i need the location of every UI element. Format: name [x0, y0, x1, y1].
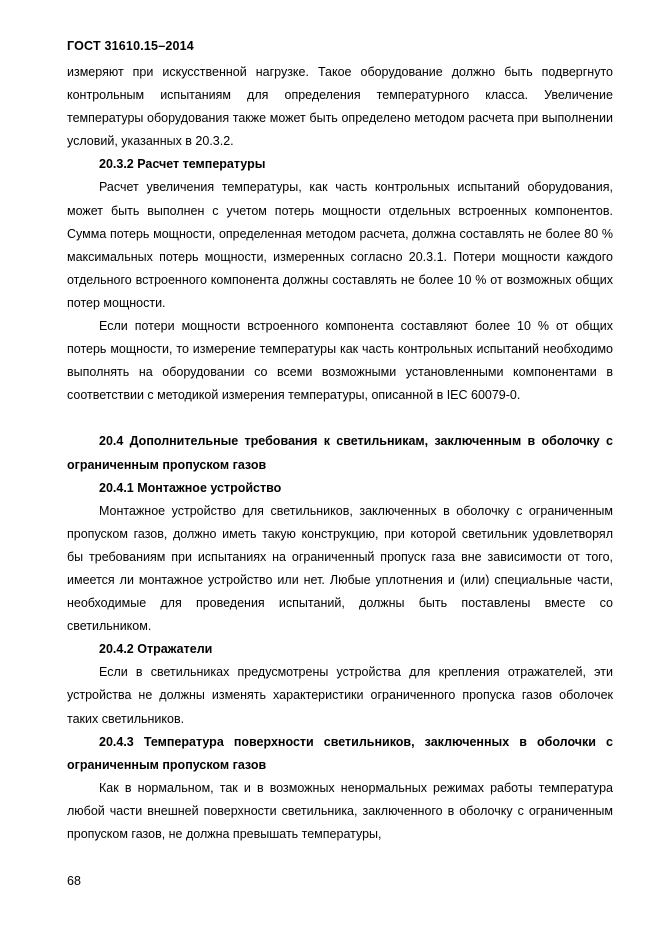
- paragraph-reflectors: Если в светильниках предусмотрены устройства для крепления отражателей, эти устройства не должны изменять характеристики ограниченного пропуска газов оболочек таких светильников.: [67, 665, 613, 726]
- document-code-header: ГОСТ 31610.15–2014: [67, 39, 194, 53]
- section-spacer: [67, 407, 613, 430]
- paragraph-continuation: измеряют при искусственной нагрузке. Такое оборудование должно быть подвергнуто контрольным испытаниям для определения температурного класса. Увеличение температуры оборудования также может быть определено методом расчета при выполнении условий, указанных в 20.3.2.: [67, 65, 613, 149]
- paragraph-temperature-calculation: Расчет увеличения температуры, как часть контрольных испытаний оборудования, может быть выполнен с учетом потерь мощности отдельных встроенных компонентов. Сумма потерь мощности, определенная методом расчета, должна составлять не более 80 % максимальных потерь мощности, измеренных согласно 20.3.1. Потери мощности каждого отдельного встроенного компонента должны составлять не более 10 % от возможных общих потер мощности.: [67, 180, 613, 310]
- paragraph-mounting-device: Монтажное устройство для светильников, заключенных в оболочку с ограниченным пропуском газов, должно иметь такую конструкцию, при которой светильник удовлетворял бы требованиям при испытаниях на ограниченный пропуск газа вне зависимости от того, имеется ли монтажное устройство или нет. Любые уплотнения и (или) специальные части, необходимые для проведения испытаний, должны быть поставлены вместе со светильником.: [67, 503, 613, 634]
- page-number: 68: [67, 874, 81, 888]
- section-heading-20-4-1: 20.4.1 Монтажное устройство: [99, 480, 282, 495]
- section-heading-20-4-2: 20.4.2 Отражатели: [99, 642, 213, 657]
- section-heading-20-4-3: 20.4.3 Температура поверхности светильников, заключенных в оболочки с ограниченным пропуском газов: [67, 734, 613, 772]
- paragraph-power-loss-measurement: Если потери мощности встроенного компонента составляют более 10 % от общих потерь мощности, то измерение температуры как часть контрольных испытаний необходимо выполнять на оборудовании со всеми возможными установленными компонентами в соответствии с методикой измерения температуры, описанной в IEC 60079-0.: [67, 319, 613, 403]
- document-body: [67, 61, 613, 846]
- section-heading-20-4: 20.4 Дополнительные требования к светильникам, заключенным в оболочку с ограниченным пропуском газов: [67, 434, 613, 472]
- paragraph-surface-temperature: Как в нормальном, так и в возможных ненормальных режимах работы температура любой части внешней поверхности светильника, заключенного в оболочку с ограниченным пропуском газов, не должна превышать температуры,: [67, 780, 613, 841]
- section-heading-20-3-2: 20.3.2 Расчет температуры: [99, 157, 266, 172]
